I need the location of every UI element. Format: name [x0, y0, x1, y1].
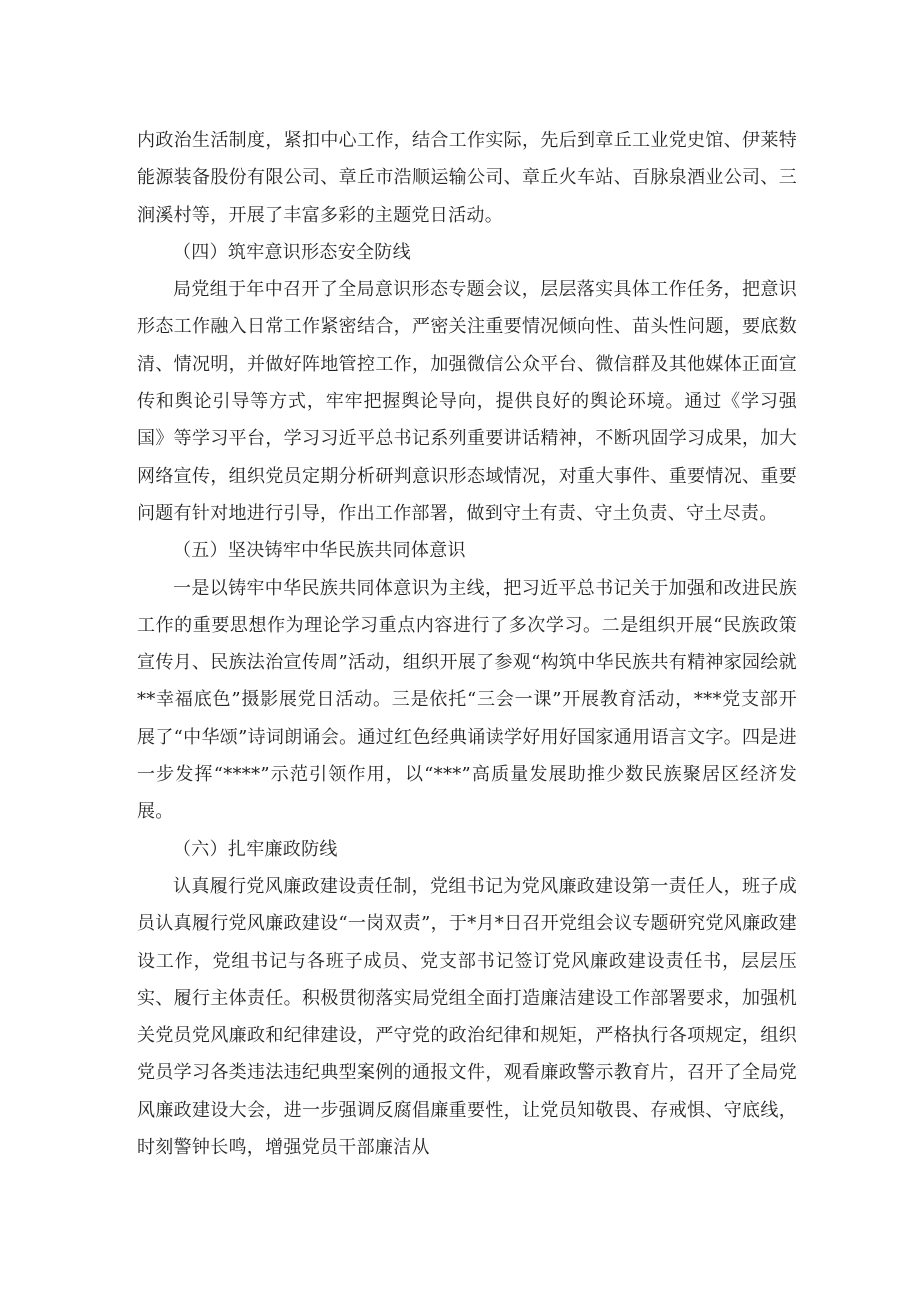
section-heading-integrity: （六）扎牢廉政防线 [173, 838, 338, 860]
section-heading-national-unity: （五）坚决铸牢中华民族共同体意识 [173, 540, 466, 562]
paragraph-party-activities: 内政治生活制度，紧扣中心工作，结合工作实际，先后到章丘工业党史馆、伊莱特能源装备股份有限公司、章丘市浩顺运输公司、章丘火车站、百脉泉酒业公司、三涧溪村等，开展了丰富多彩的主题党日活动。 [137, 130, 797, 226]
section-heading-ideology: （四）筑牢意识形态安全防线 [173, 241, 411, 263]
document-body [137, 122, 797, 1166]
paragraph-ideology: 局党组于年中召开了全局意识形态专题会议，层层落实具体工作任务，把意识形态工作融入日常工作紧密结合，严密关注重要情况倾向性、苗头性问题，要底数清、情况明，并做好阵地管控工作，加强微信公众平台、微信群及其他媒体正面宣传和舆论引导等方式，牢牢把握舆论导向，提供良好的舆论环境。通过《学习强国》等学习平台，学习习近平总书记系列重要讲话精神，不断巩固学习成果，加大网络宣传，组织党员定期分析研判意识形态域情况，对重大事件、重要情况、重要问题有针对地进行引导，作出工作部署，做到守土有责、守土负责、守土尽责。 [137, 279, 797, 524]
paragraph-national-unity: 一是以铸牢中华民族共同体意识为主线，把习近平总书记关于加强和改进民族工作的重要思想作为理论学习重点内容进行了多次学习。二是组织开展“民族政策宣传月、民族法治宣传周”活动，组织开展了参观“构筑中华民族共有精神家园绘就**幸福底色”摄影展党日活动。三是依托“三会一课”开展教育活动，***党支部开展了“中华颂”诗词朗诵会。通过红色经典诵读学好用好国家通用语言文字。四是进一步发挥“****”示范引领作用，以“***”高质量发展助推少数民族聚居区经济发展。 [137, 577, 797, 823]
paragraph-integrity: 认真履行党风廉政建设责任制，党组书记为党风廉政建设第一责任人，班子成员认真履行党风廉政建设“一岗双责”，于*月*日召开党组会议专题研究党风廉政建设工作，党组书记与各班子成员、党支部书记签订党风廉政建设责任书，层层压实、履行主体责任。积极贯彻落实局党组全面打造廉洁建设工作部署要求，加强机关党员党风廉政和纪律建设，严守党的政治纪律和规矩，严格执行各项规定，组织党员学习各类违法违纪典型案例的通报文件，观看廉政警示教育片，召开了全局党风廉政建设大会，进一步强调反腐倡廉重要性，让党员知敬畏、存戒惧、守底线，时刻警钟长鸣，增强党员干部廉洁从 [137, 875, 797, 1159]
